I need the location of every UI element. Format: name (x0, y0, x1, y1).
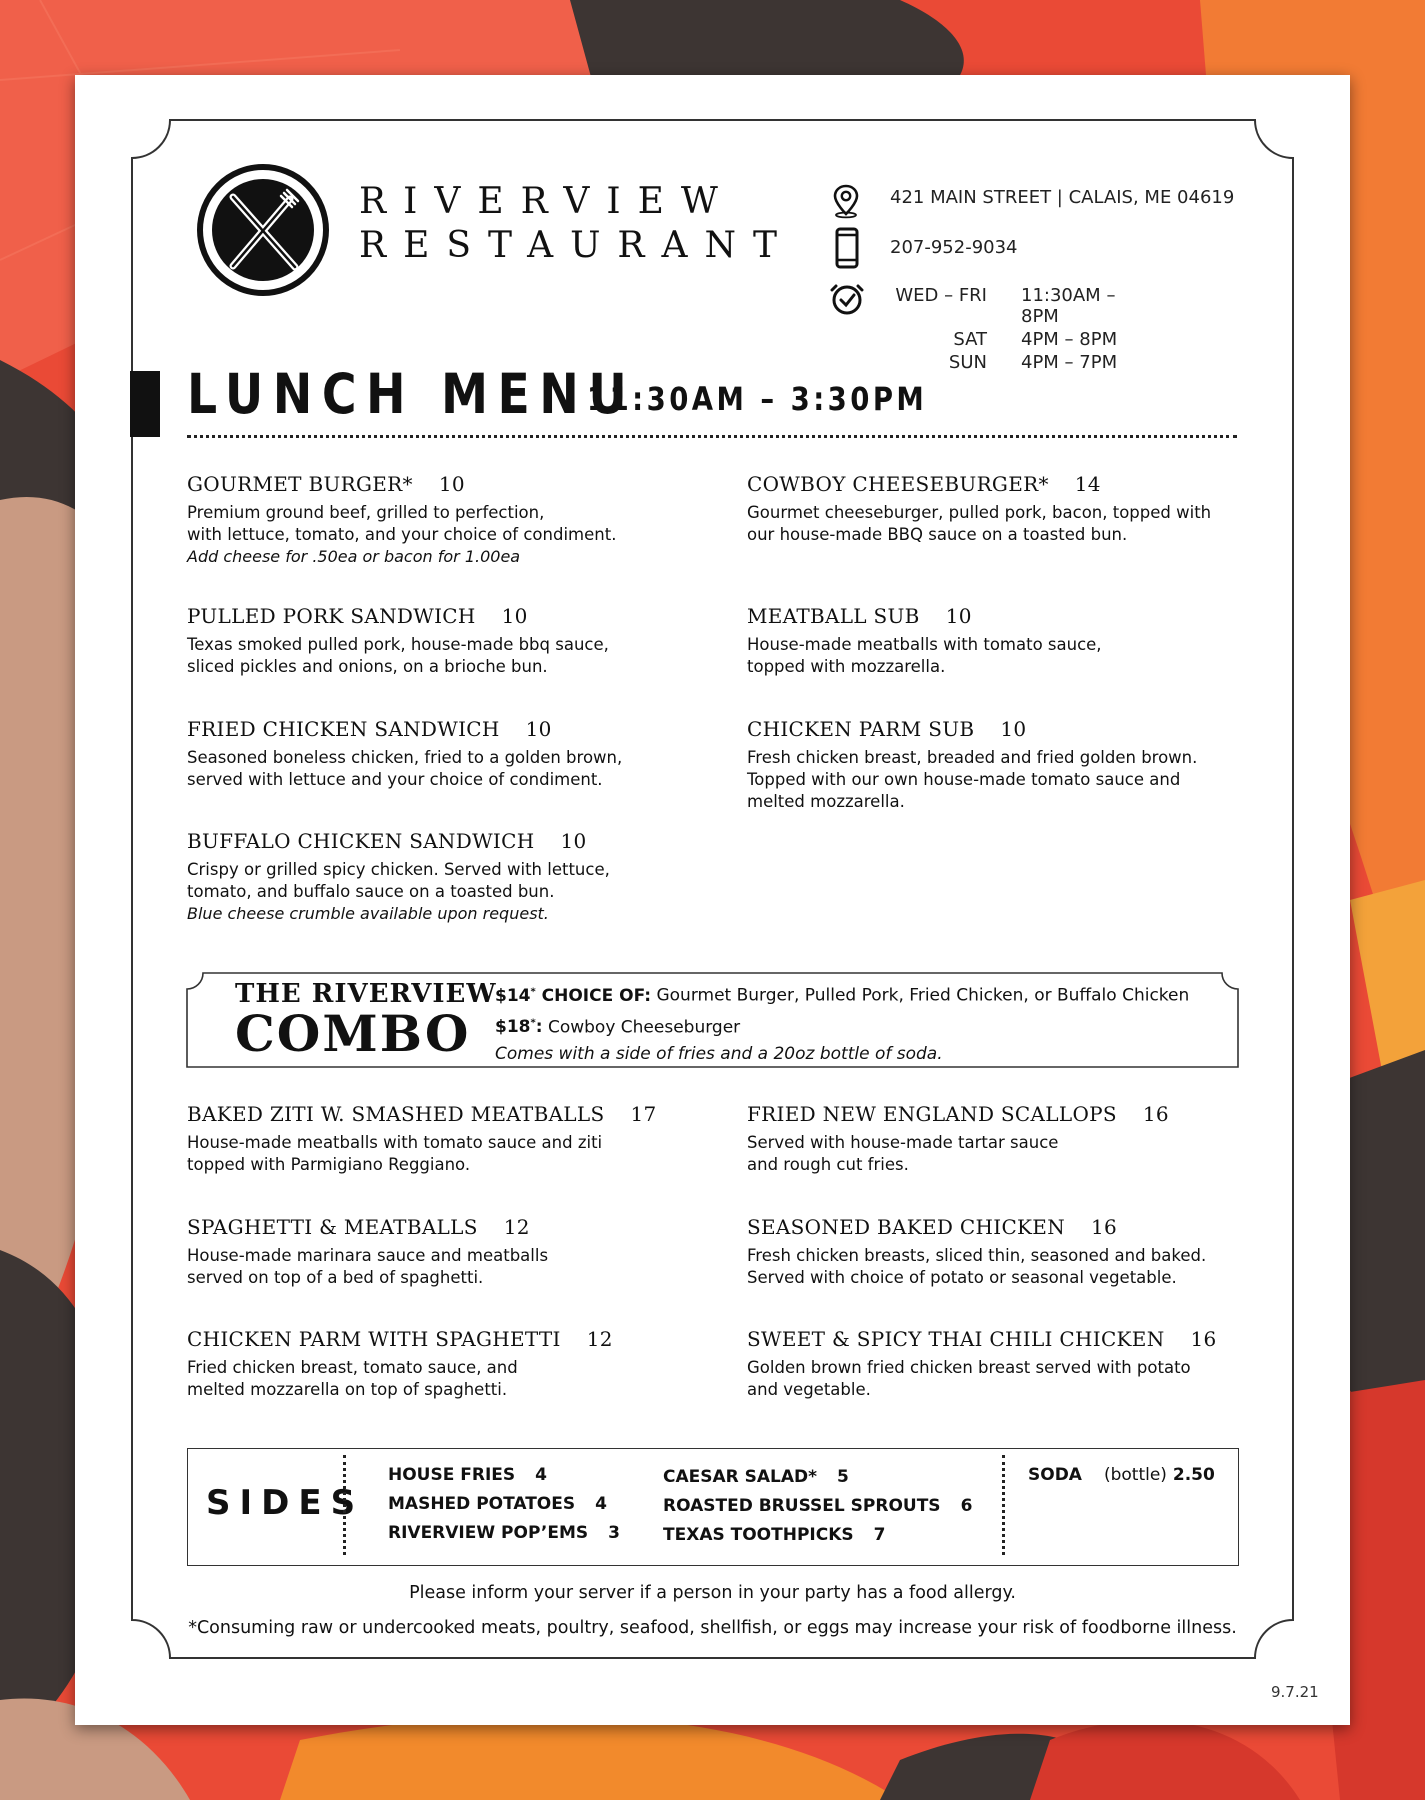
consumption-warning: *Consuming raw or undercooked meats, poultry, seafood, shellfish, or eggs may increase your risk of foodborne illness. (188, 1618, 1237, 1638)
hours-time: 4PM – 8PM (1021, 329, 1118, 350)
item-name: SEASONED BAKED CHICKEN (747, 1215, 1065, 1239)
side-name: MASHED POTATOES (388, 1494, 576, 1514)
combo-title-top: THE RIVERVIEW (235, 979, 497, 1009)
item-desc-line: House-made marinara sauce and meatballs (187, 1246, 549, 1265)
sides-divider (1002, 1455, 1005, 1555)
hours-time: 4PM – 7PM (1021, 352, 1118, 373)
item-desc-line: Gourmet cheeseburger, pulled pork, bacon, topped with (747, 503, 1212, 522)
clock-check-icon (830, 282, 864, 316)
side-price: 7 (873, 1525, 886, 1545)
side-name: ROASTED BRUSSEL SPROUTS (663, 1496, 941, 1516)
brand-name-line2: RESTAURANT (359, 225, 795, 266)
phone-icon (835, 227, 859, 269)
item-desc-line: melted mozzarella. (747, 792, 905, 811)
item-desc-line: topped with Parmigiano Reggiano. (187, 1155, 471, 1174)
item-price: 17 (630, 1102, 657, 1126)
menu-item-seasoned-baked-chicken (747, 1215, 1257, 1289)
menu-item-baked-ziti (187, 1102, 727, 1176)
menu-title: LUNCH MENU (187, 362, 637, 426)
item-name: CHICKEN PARM SUB (747, 717, 975, 741)
side-name: SODA (1028, 1465, 1082, 1485)
combo-price: $14 (495, 985, 531, 1006)
menu-item-spaghetti-meatballs (187, 1215, 687, 1289)
item-desc-line: and rough cut fries. (747, 1155, 909, 1174)
item-desc-line: topped with mozzarella. (747, 657, 946, 676)
combo-note: Comes with a side of fries and a 20oz bottle of soda. (495, 1044, 943, 1065)
phone-number: 207-952-9034 (890, 237, 1018, 258)
item-name: BUFFALO CHICKEN SANDWICH (187, 829, 535, 853)
item-name: BAKED ZITI W. SMASHED MEATBALLS (187, 1102, 605, 1126)
item-desc-line: Served with choice of potato or seasonal vegetable. (747, 1268, 1177, 1287)
menu-item-chicken-parm-sub (747, 717, 1257, 813)
item-desc-line: Golden brown fried chicken breast served with potato (747, 1358, 1191, 1377)
item-desc-line: House-made meatballs with tomato sauce and ziti (187, 1133, 603, 1152)
item-desc-line: Fried chicken breast, tomato sauce, and (187, 1358, 518, 1377)
location-pin-icon (831, 183, 861, 219)
item-desc-line: House-made meatballs with tomato sauce, (747, 635, 1102, 654)
menu-item-fried-chicken-sandwich (187, 717, 687, 791)
side-name: CAESAR SALAD* (663, 1467, 818, 1487)
item-note: Blue cheese crumble available upon request. (187, 904, 549, 923)
item-price: 16 (1190, 1327, 1217, 1351)
item-name: PULLED PORK SANDWICH (187, 604, 476, 628)
item-desc-line: with lettuce, tomato, and your choice of condiment. (187, 525, 617, 544)
item-desc-line: tomato, and buffalo sauce on a toasted bun. (187, 882, 555, 901)
menu-item-gourmet-burger (187, 472, 687, 568)
side-unit: (bottle) (1103, 1465, 1167, 1485)
hours-day: SAT (953, 329, 987, 350)
combo-price: $18 (495, 1017, 531, 1038)
item-desc-line: our house-made BBQ sauce on a toasted bun. (747, 525, 1128, 544)
item-name: SWEET & SPICY THAI CHILI CHICKEN (747, 1327, 1165, 1351)
item-desc-line: Crispy or grilled spicy chicken. Served with lettuce, (187, 860, 610, 879)
menu-date: 9.7.21 (1271, 1683, 1319, 1701)
menu-sheet (75, 75, 1350, 1725)
side-price: 5 (837, 1467, 849, 1487)
hours-day: SUN (948, 352, 987, 373)
item-price: 10 (501, 604, 528, 628)
sides-column-1 (388, 1461, 620, 1548)
side-price: 6 (960, 1496, 973, 1516)
menu-item-thai-chili-chicken (747, 1327, 1257, 1401)
item-price: 12 (586, 1327, 613, 1351)
item-name: FRIED NEW ENGLAND SCALLOPS (747, 1102, 1117, 1126)
item-desc-line: Fresh chicken breast, breaded and fried golden brown. (747, 748, 1198, 767)
side-price: 2.50 (1172, 1465, 1215, 1485)
sides-column-2 (663, 1463, 972, 1550)
item-desc-line: Texas smoked pulled pork, house-made bbq sauce, (187, 635, 609, 654)
sides-divider (343, 1455, 346, 1555)
soda-line (1028, 1461, 1215, 1490)
menu-item-chicken-parm-spaghetti (187, 1327, 727, 1401)
combo-details (495, 978, 1189, 1068)
menu-item-meatball-sub (747, 604, 1247, 678)
side-name: TEXAS TOOTHPICKS (663, 1525, 854, 1545)
combo-asterisk: * (530, 986, 536, 997)
item-price: 16 (1091, 1215, 1118, 1239)
combo-title-main: COMBO (235, 1004, 471, 1063)
combo-choices: Gourmet Burger, Pulled Pork, Fried Chicken, or Buffalo Chicken (651, 985, 1190, 1006)
item-desc-line: melted mozzarella on top of spaghetti. (187, 1380, 508, 1399)
hours-day: WED – FRI (895, 285, 987, 306)
brand-name-line1: RIVERVIEW (359, 181, 735, 222)
title-accent-bar (130, 371, 160, 437)
combo-asterisk: * (530, 1017, 536, 1029)
menu-item-buffalo-chicken-sandwich (187, 829, 687, 925)
combo-label: CHOICE OF: (535, 985, 652, 1006)
item-desc-line: Seasoned boneless chicken, fried to a golden brown, (187, 748, 623, 767)
item-name: MEATBALL SUB (747, 604, 920, 628)
item-name: SPAGHETTI & MEATBALLS (187, 1215, 478, 1239)
item-price: 14 (1074, 472, 1101, 496)
item-price: 10 (438, 472, 465, 496)
item-desc-line: sliced pickles and onions, on a brioche bun. (187, 657, 548, 676)
item-name: FRIED CHICKEN SANDWICH (187, 717, 500, 741)
divider-dots (187, 435, 1237, 438)
item-desc-line: served with lettuce and your choice of condiment. (187, 770, 603, 789)
item-price: 10 (525, 717, 552, 741)
item-desc-line: Premium ground beef, grilled to perfection, (187, 503, 545, 522)
side-name: HOUSE FRIES (388, 1465, 516, 1485)
opening-hours (890, 285, 1151, 373)
item-price: 10 (945, 604, 972, 628)
item-name: GOURMET BURGER* (187, 472, 413, 496)
combo-choices: Cowboy Cheeseburger (542, 1017, 741, 1038)
menu-item-fried-scallops (747, 1102, 1247, 1176)
side-name: RIVERVIEW POP’EMS (388, 1523, 589, 1543)
item-desc-line: Topped with our own house-made tomato sauce and (747, 770, 1181, 789)
menu-hours: 11:30AM – 3:30PM (587, 380, 928, 418)
item-desc-line: Fresh chicken breasts, sliced thin, seasoned and baked. (747, 1246, 1207, 1265)
allergy-notice: Please inform your server if a person in your party has a food allergy. (409, 1583, 1016, 1603)
combo-label: : (535, 1017, 543, 1038)
item-name: CHICKEN PARM WITH SPAGHETTI (187, 1327, 561, 1351)
item-name: COWBOY CHEESEBURGER* (747, 472, 1049, 496)
menu-item-cowboy-cheeseburger (747, 472, 1257, 546)
item-desc-line: and vegetable. (747, 1380, 871, 1399)
sides-title: SIDES (206, 1483, 365, 1523)
hours-time: 11:30AM – 8PM (1021, 285, 1116, 327)
item-desc-line: Served with house-made tartar sauce (747, 1133, 1059, 1152)
item-note: Add cheese for .50ea or bacon for 1.00ea (187, 547, 521, 566)
side-price: 4 (535, 1465, 547, 1485)
menu-item-pulled-pork (187, 604, 687, 678)
item-desc-line: served on top of a bed of spaghetti. (187, 1268, 484, 1287)
side-price: 3 (608, 1523, 620, 1543)
item-price: 16 (1142, 1102, 1169, 1126)
item-price: 12 (503, 1215, 530, 1239)
item-price: 10 (1000, 717, 1027, 741)
item-price: 10 (560, 829, 587, 853)
address: 421 MAIN STREET | CALAIS, ME 04619 (890, 187, 1235, 208)
side-price: 4 (595, 1494, 607, 1514)
plate-fork-knife-icon (196, 163, 330, 297)
